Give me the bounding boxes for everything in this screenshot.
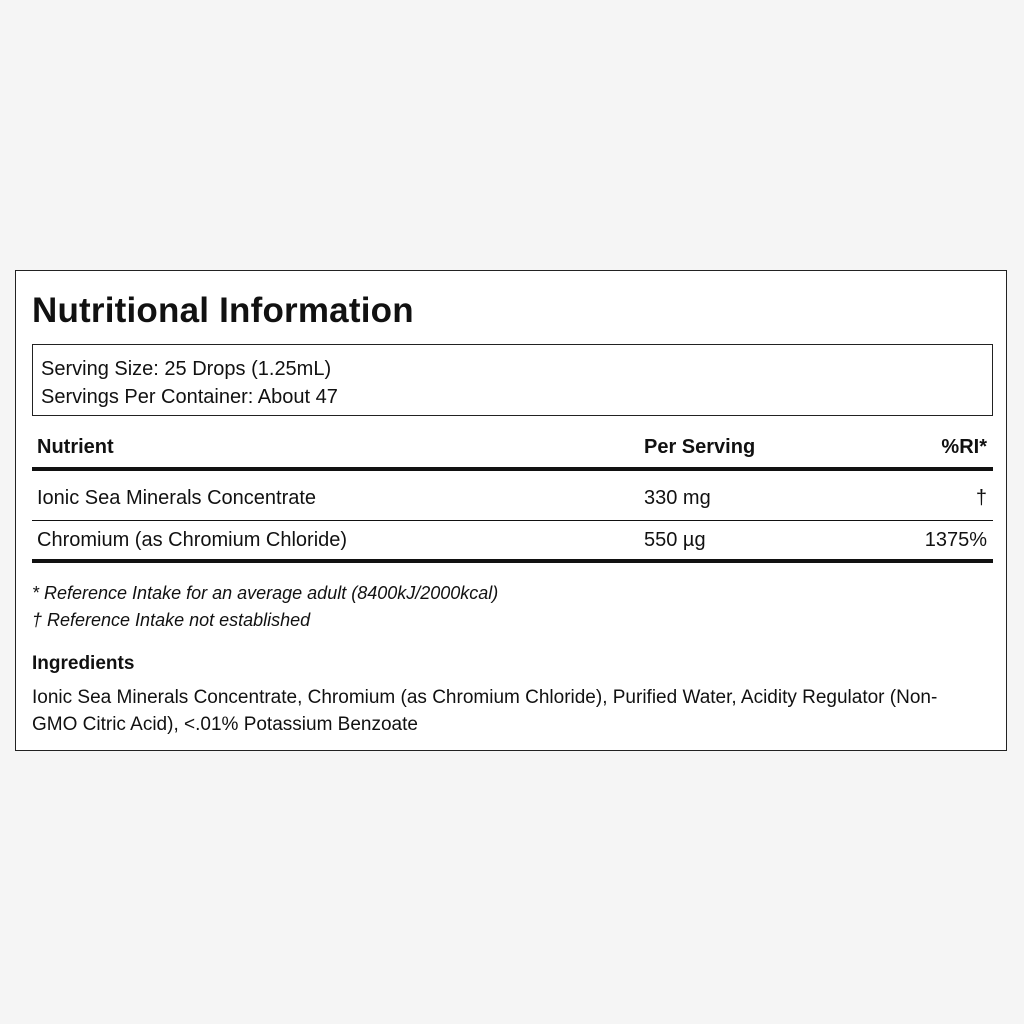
nutrient-name: Chromium (as Chromium Chloride) (37, 529, 348, 551)
nutrition-panel (15, 270, 1007, 751)
nutrient-name: Ionic Sea Minerals Concentrate (37, 487, 317, 509)
table-header-row (32, 431, 993, 471)
servings-per-container: Servings Per Container: About 47 (41, 386, 338, 408)
nutrient-amount: 550 µg (644, 529, 706, 551)
serving-info-box (32, 344, 993, 416)
ingredients-text: Ionic Sea Minerals Concentrate, Chromium (as Chromium Chloride), Purified Water, Acidity Regulator (Non-GMO Citric Acid), <.01% Potassium Benzoate (32, 687, 938, 735)
table-row (32, 521, 993, 563)
footnote-ri-average: * Reference Intake for an average adult (8400kJ/2000kcal) (32, 583, 499, 603)
nutrient-ri: † (975, 487, 987, 509)
header-nutrient: Nutrient (37, 436, 114, 458)
header-ri: %RI* (941, 436, 987, 458)
footnotes (32, 580, 498, 634)
footnote-ri-not-established: † Reference Intake not established (32, 610, 311, 630)
nutrient-amount: 330 mg (644, 487, 711, 509)
serving-size: Serving Size: 25 Drops (1.25mL) (41, 358, 332, 380)
panel-title: Nutritional Information (32, 291, 414, 330)
table-row (32, 471, 993, 521)
ingredients-heading: Ingredients (32, 653, 135, 674)
nutrient-ri: 1375% (924, 529, 987, 551)
nutrient-table (32, 431, 993, 563)
header-per-serving: Per Serving (644, 436, 756, 458)
